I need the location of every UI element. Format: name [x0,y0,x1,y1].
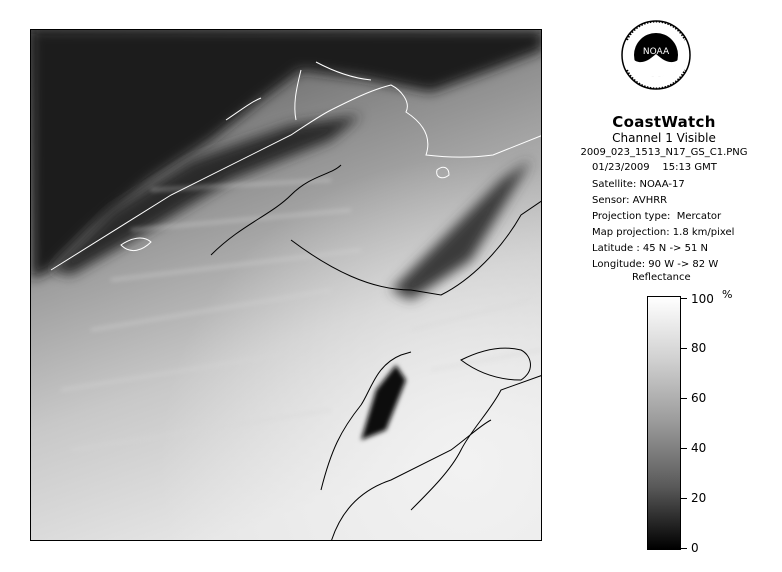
colorbar-tick-label: 60 [691,391,707,405]
colorbar-tick-label: 80 [691,341,707,355]
image-metadata-header [566,114,762,160]
colorbar-tick-label: 0 [691,541,699,555]
colorbar-tick [681,398,687,399]
filename: 2009_023_1513_N17_GS_C1.PNG [580,147,748,158]
colorbar-tick [681,448,687,449]
noaa-logo-icon [621,20,691,90]
longitude-label: Longitude: 90 W -> 82 W [592,259,719,270]
noaa-logo [621,20,691,90]
colorbar-tick [681,348,687,349]
colorbar-tick-label: 20 [691,491,707,505]
colorbar-tick-label: 40 [691,441,707,455]
satellite-label: Satellite: NOAA-17 [592,179,685,190]
product-title: CoastWatch [612,113,716,131]
channel-label: Channel 1 Visible [612,131,716,145]
colorbar-tick [681,548,687,549]
colorbar-tick [681,298,687,299]
sensor-label: Sensor: AVHRR [592,195,668,206]
noaa-logo-text: NOAA [642,47,670,57]
colorbar-title: Reflectance [632,272,691,283]
satellite-map-svg [31,30,542,541]
colorbar-unit: % [722,288,733,301]
reflectance-colorbar [647,296,681,550]
colorbar-tick [681,498,687,499]
colorbar-tick-label: 100 [691,292,714,306]
map-projection-label: Map projection: 1.8 km/pixel [592,227,735,238]
datetime: 01/23/2009 15:13 GMT [592,162,717,173]
satellite-image [30,29,542,541]
latitude-label: Latitude : 45 N -> 51 N [592,243,708,254]
projection-type-label: Projection type: Mercator [592,211,722,222]
